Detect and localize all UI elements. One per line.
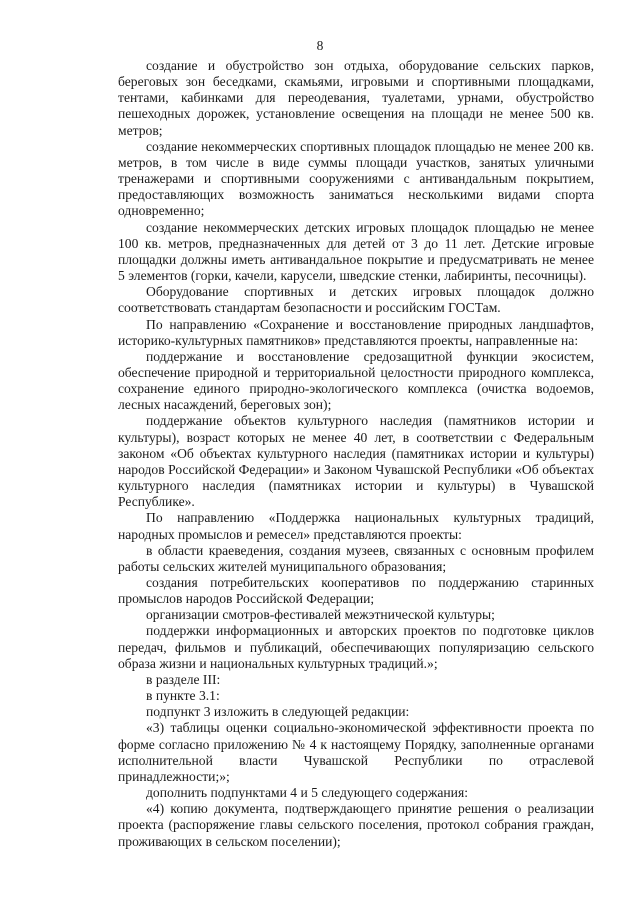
paragraph: создание некоммерческих спортивных площадок площадью не менее 200 кв. метров, в том числе в виде суммы площади участков, занятых уличными тренажерами и спортивными сооружениями с антивандальным покрытием, предоставляющих возможность заниматься несколькими видами спорта одновременно; <box>118 138 594 219</box>
paragraph: «3) таблицы оценки социально-экономической эффективности проекта по форме согласно приложению № 4 к настоящему Порядку, заполненные органами исполнительной власти Чувашской Республики по отраслевой принадлежности;»; <box>118 720 594 784</box>
paragraph: создания потребительских кооперативов по поддержанию старинных промыслов народов Российской Федерации; <box>118 575 594 607</box>
paragraph: организации смотров-фестивалей межэтнической культуры; <box>146 607 495 623</box>
paragraph: поддержки информационных и авторских проектов по подготовке циклов передач, фильмов и публикаций, обеспечивающих популяризацию сельского образа жизни и национальных культурных традиций.»; <box>118 623 594 671</box>
paragraph: в пункте 3.1: <box>146 688 220 704</box>
paragraph: в области краеведения, создания музеев, связанных с основным профилем работы сельских жителей муниципального образования; <box>118 542 594 574</box>
paragraph: Оборудование спортивных и детских игровых площадок должно соответствовать стандартам безопасности и российским ГОСТам. <box>118 284 594 316</box>
paragraph: создание некоммерческих детских игровых площадок площадью не менее 100 кв. метров, предназначенных для детей от 3 до 11 лет. Детские игровые площадки должны иметь антивандальное покрытие и предусматривать не менее 5 элементов (горки, качели, карусели, шведские стенки, лабиринты, песочницы). <box>118 219 594 284</box>
document-body <box>118 58 594 850</box>
paragraph: По направлению «Сохранение и восстановление природных ландшафтов, историко-культурных памятников» представляются проекты, направленные на: <box>118 316 594 348</box>
paragraph: «4) копию документа, подтверждающего принятие решения о реализации проекта (распоряжение главы сельского поселения, протокол собрания граждан, проживающих в сельском поселении); <box>118 801 594 849</box>
paragraph: дополнить подпунктами 4 и 5 следующего содержания: <box>146 785 468 801</box>
paragraph: создание и обустройство зон отдыха, оборудование сельских парков, береговых зон беседками, скамьями, игровыми и спортивными площадками, тентами, кабинками для переодевания, туалетами, урнами, обустройство пешеходных дорожек, установление освещения на площади не менее 500 кв. метров; <box>118 58 594 138</box>
paragraph: в разделе III: <box>146 671 221 687</box>
page-number: 8 <box>316 38 324 53</box>
paragraph: поддержание и восстановление средозащитной функции экосистем, обеспечение природной и территориальной целостности природного комплекса, сохранение единого природно-экологического комплекса (очистка водоемов, лесных насаждений, береговых зон); <box>118 348 594 413</box>
paragraph: подпункт 3 изложить в следующей редакции: <box>146 704 410 720</box>
paragraph: По направлению «Поддержка национальных культурных традиций, народных промыслов и ремесел» представляются проекты: <box>118 510 594 542</box>
paragraph: поддержание объектов культурного наследия (памятников истории и культуры), возраст которых не менее 40 лет, в соответствии с Федеральным законом «Об объектах культурного наследия (памятниках истории и культуры) народов Российской Федерации» и Законом Чувашской Республики «Об объектах культурного наследия (памятниках истории и культуры) в Чувашской Республике». <box>118 413 594 510</box>
